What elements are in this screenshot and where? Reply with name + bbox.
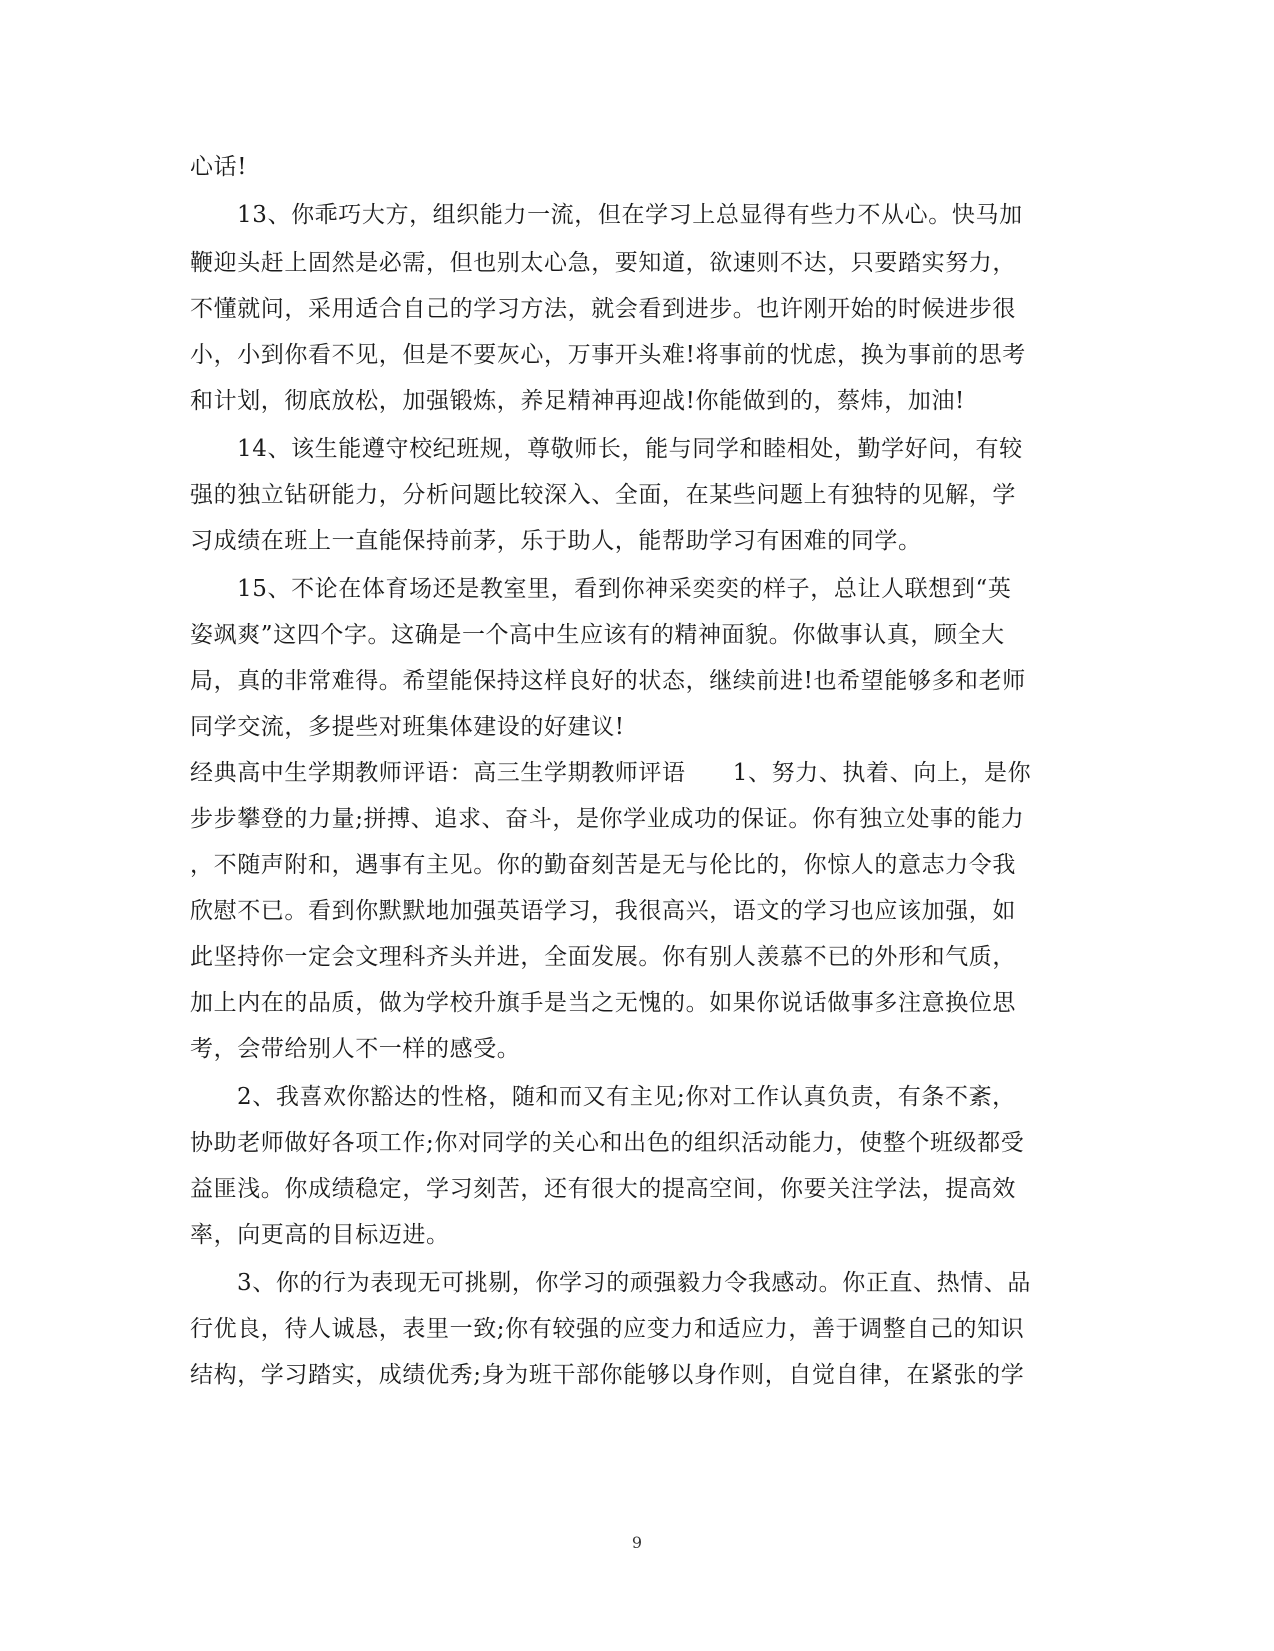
text-line: 13、你乖巧大方，组织能力一流，但在学习上总显得有些力不从心。快马加 [237,202,1023,228]
text-line: 2、我喜欢你豁达的性格，随和而又有主见;你对工作认真负责，有条不紊， [237,1084,1016,1110]
text-line: 协助老师做好各项工作;你对同学的关心和出色的组织活动能力，使整个班级都受 [190,1130,1025,1156]
text-line: 行优良，待人诚恳，表里一致;你有较强的应变力和适应力，善于调整自己的知识 [190,1316,1025,1342]
text-line: 局，真的非常难得。希望能保持这样良好的状态，继续前进!也希望能够多和老师 [190,668,1026,694]
page-number: 9 [631,1533,643,1552]
text-line: 步步攀登的力量;拼搏、追求、奋斗，是你学业成功的保证。你有独立处事的能力 [190,806,1025,832]
text-line: 心话! [190,154,248,180]
text-line: 同学交流，多提些对班集体建设的好建议! [190,714,625,740]
text-line: 14、该生能遵守校纪班规，尊敬师长，能与同学和睦相处，勤学好问，有较 [237,436,1023,462]
text-line: 欣慰不已。看到你默默地加强英语学习，我很高兴，语文的学习也应该加强，如 [190,898,1016,924]
text-line: 小，小到你看不见，但是不要灰心，万事开头难!将事前的忧虑，换为事前的思考 [190,342,1026,368]
text-line: 强的独立钻研能力，分析问题比较深入、全面，在某些问题上有独特的见解，学 [190,482,1016,508]
text-line: 加上内在的品质，做为学校升旗手是当之无愧的。如果你说话做事多注意换位思 [190,990,1016,1016]
text-line: 考，会带给别人不一样的感受。 [190,1036,521,1062]
text-line: 此坚持你一定会文理科齐头并进，全面发展。你有别人羡慕不已的外形和气质， [190,944,1016,970]
text-line: 和计划，彻底放松，加强锻炼，养足精神再迎战!你能做到的，蔡炜，加油! [190,388,965,414]
text-line: 益匪浅。你成绩稳定，学习刻苦，还有很大的提高空间，你要关注学法，提高效 [190,1176,1016,1202]
text-line: 姿飒爽”这四个字。这确是一个高中生应该有的精神面貌。你做事认真，顾全大 [190,622,1005,648]
text-line: 结构，学习踏实，成绩优秀;身为班干部你能够以身作则，自觉自律，在紧张的学 [190,1362,1025,1388]
text-line: 鞭迎头赶上固然是必需，但也别太心急，要知道，欲速则不达，只要踏实努力， [190,250,1016,276]
text-line: ，不随声附和，遇事有主见。你的勤奋刻苦是无与伦比的，你惊人的意志力令我 [190,852,1016,878]
text-line: 15、不论在体育场还是教室里，看到你神采奕奕的样子，总让人联想到“英 [237,576,1012,602]
text-line: 率，向更高的目标迈进。 [190,1222,450,1248]
text-line: 3、你的行为表现无可挑剔，你学习的顽强毅力令我感动。你正直、热情、品 [237,1270,1032,1296]
section-heading-line: 经典高中生学期教师评语：高三生学期教师评语 1、努力、执着、向上，是你 [190,760,1032,786]
text-line: 习成绩在班上一直能保持前茅，乐于助人，能帮助学习有困难的同学。 [190,528,922,554]
text-line: 不懂就问，采用适合自己的学习方法，就会看到进步。也许刚开始的时候进步很 [190,296,1016,322]
